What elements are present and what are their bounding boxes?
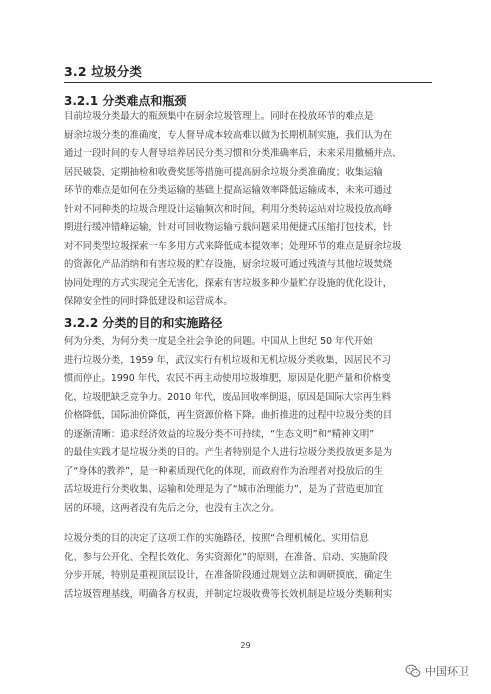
text-line: 通过一段时间的专人督导培养居民分类习惯和分类准确率后，未来采用撤桶并点、 <box>64 148 402 159</box>
watermark <box>405 663 469 679</box>
text-line: 了“身体的教养”，是一种素质现代化的体现，而政府作为治理者对投放后的生 <box>64 465 384 477</box>
subsection-heading-1: 3.2.1 分类难点和瓶颈 <box>64 94 187 108</box>
subsection-heading-2: 3.2.2 分类的目的和实施路径 <box>64 316 223 330</box>
text-line: 针对不同种类的垃圾合理设计运输频次和时间，利用分类转运站对垃圾投放高峰 <box>64 203 393 215</box>
text-line: 价格降低，国际油价降低，再生资源价格下降。曲折推进的过程中垃圾分类的目 <box>64 410 393 421</box>
text-line: 化、参与公开化、全程长效化、务实资源化”的原则，在准备、启动、实施阶段 <box>64 551 388 563</box>
text-line: 何为分类，为何分类一度是全社会争论的问题。中国从上世纪 50 年代开始 <box>64 336 373 347</box>
text-line: 进行垃圾分类，1959 年，武汉实行有机垃圾和无机垃圾分类收集，因居民不习 <box>64 354 391 366</box>
text-line: 协同处理的方式实现完全无害化，探索有害垃圾多种少量贮存设施的优化设计， <box>64 277 393 289</box>
text-line: 活垃圾管理基线，明确各方权责，并制定垃圾收费等长效机制是垃圾分类顺利实 <box>64 588 393 600</box>
text-line: 的逐渐清晰：追求经济效益的垃圾分类不可持续，“生态文明”和“精神文明” <box>64 428 375 440</box>
wechat-icon <box>405 663 421 679</box>
heading-rule <box>64 82 432 83</box>
paragraph-3 <box>64 530 430 604</box>
text-line: 目前垃圾分类最大的瓶颈集中在厨余垃圾管理上。同时在投放环节的难点是 <box>64 111 374 122</box>
text-line: 垃圾分类的目的决定了这项工作的实施路径，按照“合理机械化、实用信息 <box>64 533 369 544</box>
text-line: 期进行缓冲错峰运输，针对可回收物运输亏载问题采用便捷式压缩打包技术，针 <box>64 222 393 233</box>
text-line: 化，垃圾肥缺乏竞争力。2010 年代，废品回收率倒退，原因是国际大宗再生料 <box>64 391 391 403</box>
text-line: 厨余垃圾分类的准确度，专人督导成本较高难以做为长期机制实施，我们认为在 <box>64 129 393 141</box>
text-line: 对不同类型垃圾探索一车多用方式来降低成本提效率；处理环节的难点是厨余垃圾 <box>64 240 402 252</box>
text-line: 保障安全性的同时降低建设和运营成本。 <box>64 296 233 307</box>
watermark-text: 中国环卫 <box>425 665 469 678</box>
text-line: 惯而停止。1990 年代，农民不再主动使用垃圾堆肥，原因是化肥产量和价格变 <box>64 373 391 384</box>
text-line: 的资源化产品消纳和有害垃圾的贮存设施，厨余垃圾可通过残渣与其他垃圾焚烧 <box>64 259 393 270</box>
text-line: 居的环境，这两者没有先后之分，也没有主次之分。 <box>64 502 280 514</box>
text-line: 活垃圾进行分类收集、运输和处理是为了“城市治理能力”，是为了营造更加宜 <box>64 484 384 495</box>
paragraph-1 <box>64 108 430 312</box>
text-line: 居民破袋、定期抽检和收费奖惩等措施可提高厨余垃圾分类准确度；收集运输 <box>64 166 383 178</box>
paragraph-2 <box>64 333 430 518</box>
section-heading: 3.2 垃圾分类 <box>64 64 143 79</box>
text-line: 环节的难点是如何在分类运输的基础上提高运输效率降低运输成本，未来可通过 <box>64 185 393 196</box>
text-line: 的最佳实践才是垃圾分类的目的。产生者特别是个人进行垃圾分类投放更多是为 <box>64 447 393 458</box>
page-number: 29 <box>240 641 251 650</box>
text-line: 分步开展，特别是重视顶层设计，在准备阶段通过规划立法和调研摸底，确定生 <box>64 570 393 581</box>
